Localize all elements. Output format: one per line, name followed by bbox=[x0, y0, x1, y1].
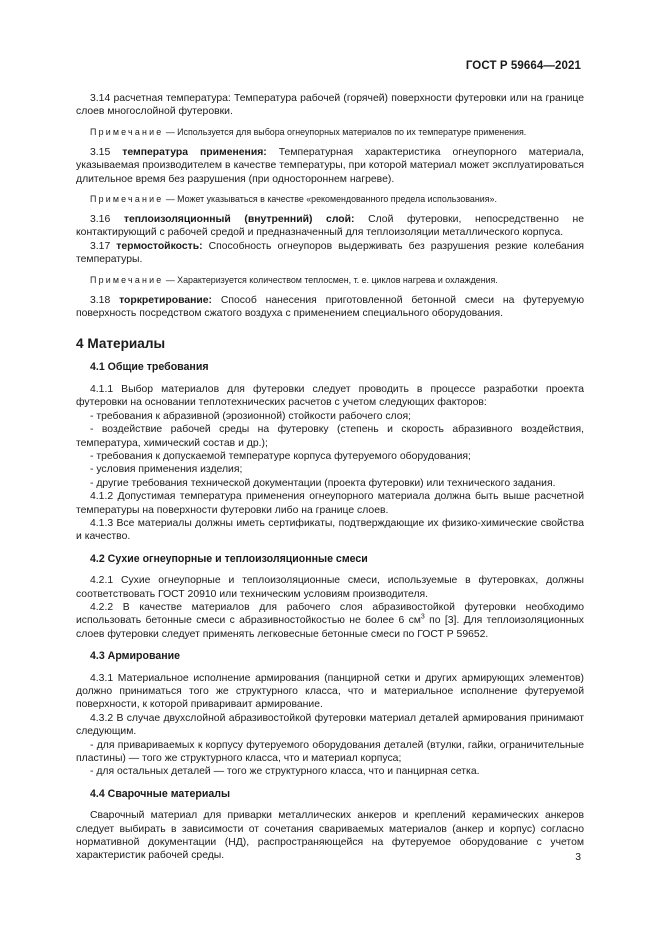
term-name: теплоизоляционный (внутренний) слой: bbox=[123, 214, 355, 226]
paragraph: 4.3.1 Материальное исполнение армирования (панцирной сетки и других армирующих элементов) должно приниматься того же структурного класса, что и материальное исполнение футеруемой поверхности, к которой привариваит армирование. bbox=[76, 672, 584, 711]
document-id-header: ГОСТ Р 59664—2021 bbox=[465, 60, 581, 72]
term-number: 3.16 bbox=[90, 214, 111, 226]
term-3-18 bbox=[76, 294, 584, 321]
paragraph bbox=[76, 601, 584, 641]
note-label: Примечание bbox=[90, 194, 164, 205]
paragraph: 4.1.2 Допустимая температура применения огнеупорного материала должна быть выше расчетной температуры на поверхности футеровки либо на границе слоев. bbox=[76, 491, 584, 516]
page-content bbox=[76, 92, 584, 863]
subsection-title: 4.1 Общие требования bbox=[90, 361, 209, 374]
note bbox=[76, 126, 584, 138]
term-text: Слой футеровки, непосредственно не контактирующий с рабочей средой и предназначенный для теплоизоляции металлического корпуса. bbox=[76, 214, 584, 239]
section-title: 4 Материалы bbox=[76, 336, 166, 352]
note bbox=[76, 274, 584, 286]
paragraph: 4.3.2 В случае двухслойной абразивостойкой футеровки материал деталей армирования принимают следующим. bbox=[76, 712, 584, 738]
term-number: 3.14 bbox=[90, 93, 111, 104]
list-item: - для остальных деталей — того же структурного класса, что и панцирная сетка. bbox=[90, 766, 480, 778]
note-label: Примечание bbox=[90, 274, 164, 285]
paragraph-text: по [3]. Для теплоизоляционных слоев футеровки следует применять легковесные бетонные смеси по ГОСТ Р 59652. bbox=[76, 615, 584, 640]
list-item: - требования к допускаемой температуре корпуса футеруемого оборудования; bbox=[90, 450, 471, 462]
superscript: 3 bbox=[420, 613, 425, 621]
term-number: 3.18 bbox=[90, 294, 111, 306]
note-label: Примечание bbox=[90, 126, 164, 137]
list-item: - воздействие рабочей среды на футеровку (степень и скорость абразивного воздействия, температура, химический состав и др.); bbox=[76, 424, 584, 449]
paragraph-text: 4.2.2 В качестве материалов для рабочего слоя абразивостойкой футеровки необходимо использовать бетонные смеси с абразивностойкостью не более 6 см bbox=[76, 601, 584, 627]
term-3-15 bbox=[76, 146, 584, 186]
term-3-16 bbox=[76, 213, 584, 240]
subsection-title: 4.4 Сварочные материалы bbox=[90, 787, 231, 800]
page-number: 3 bbox=[575, 852, 581, 863]
term-text: Способ нанесения приготовленной бетонной смеси на футеруемую поверхность посредством сжатого воздуха с применением специального оборудования. bbox=[76, 294, 584, 320]
term-name: температура применения: bbox=[122, 146, 267, 158]
note-text: — Используется для выбора огнеупорных материалов по их температуре применения. bbox=[163, 126, 527, 137]
list-item: - условия применения изделия; bbox=[90, 464, 243, 476]
note bbox=[76, 193, 584, 205]
term-number: 3.15 bbox=[90, 146, 111, 158]
paragraph: 4.1.3 Все материалы должны иметь сертификаты, подтверждающие их физико-химические свойства и качество. bbox=[76, 517, 584, 543]
subsection-title: 4.3 Армирование bbox=[90, 650, 181, 663]
term-text: Способность огнеупоров выдерживать без разрушения резкие колебания температуры. bbox=[76, 240, 585, 266]
term-text: Температурная характеристика огнеупорного материала, указываемая производителем в качестве температуры, при которой материал может эксплуатироваться длительное время без разрушения (при одностороннем нагреве). bbox=[76, 146, 584, 185]
note-text: — Может указываться в качестве «рекомендованного предела использования». bbox=[163, 194, 497, 205]
subsection-title: 4.2 Сухие огнеупорные и теплоизоляционные смеси bbox=[90, 552, 368, 565]
term-3-17 bbox=[76, 240, 584, 267]
list-item: - другие требования технической документации (проекта футеровки) или технического задания. bbox=[90, 477, 556, 489]
term-number: 3.17 bbox=[90, 240, 111, 252]
term-3-14 bbox=[76, 92, 584, 119]
term-name: термостойкость: bbox=[116, 240, 203, 252]
list-item: - для привариваемых к корпусу футеруемого оборудования деталей (втулки, гайки, ограничительные пластины) — того же структурного класса, что и материал корпуса; bbox=[76, 739, 584, 765]
paragraph: 4.2.1 Сухие огнеупорные и теплоизоляционные смеси, используемые в футеровках, должны соответствовать ГОСТ 20910 или техническим условиям производителя. bbox=[76, 575, 584, 600]
term-text: расчетная температура: Температура рабочей (горячей) поверхности футеровки или на границе слоев многослойной футеровки. bbox=[76, 93, 584, 118]
paragraph: Сварочный материал для приварки металлических анкеров и креплений керамических анкеров следует выбирать в зависимости от сочетания свариваемых материалов (анкер и корпус) согласно нормативной документации (НД), распространяющейся на футеруемое оборудование с учетом характеристик рабочей среды. bbox=[76, 810, 584, 862]
paragraph: 4.1.1 Выбор материалов для футеровки следует проводить в процессе разработки проекта футеровки на основании теплотехнических расчетов с учетом следующих факторов: bbox=[76, 383, 584, 409]
note-text: — Характеризуется количеством теплосмен, т. е. циклов нагрева и охлаждения. bbox=[163, 274, 498, 285]
list-item: - требования к абразивной (эрозионной) стойкости рабочего слоя; bbox=[90, 410, 412, 422]
term-name: торкретирование: bbox=[119, 294, 212, 306]
